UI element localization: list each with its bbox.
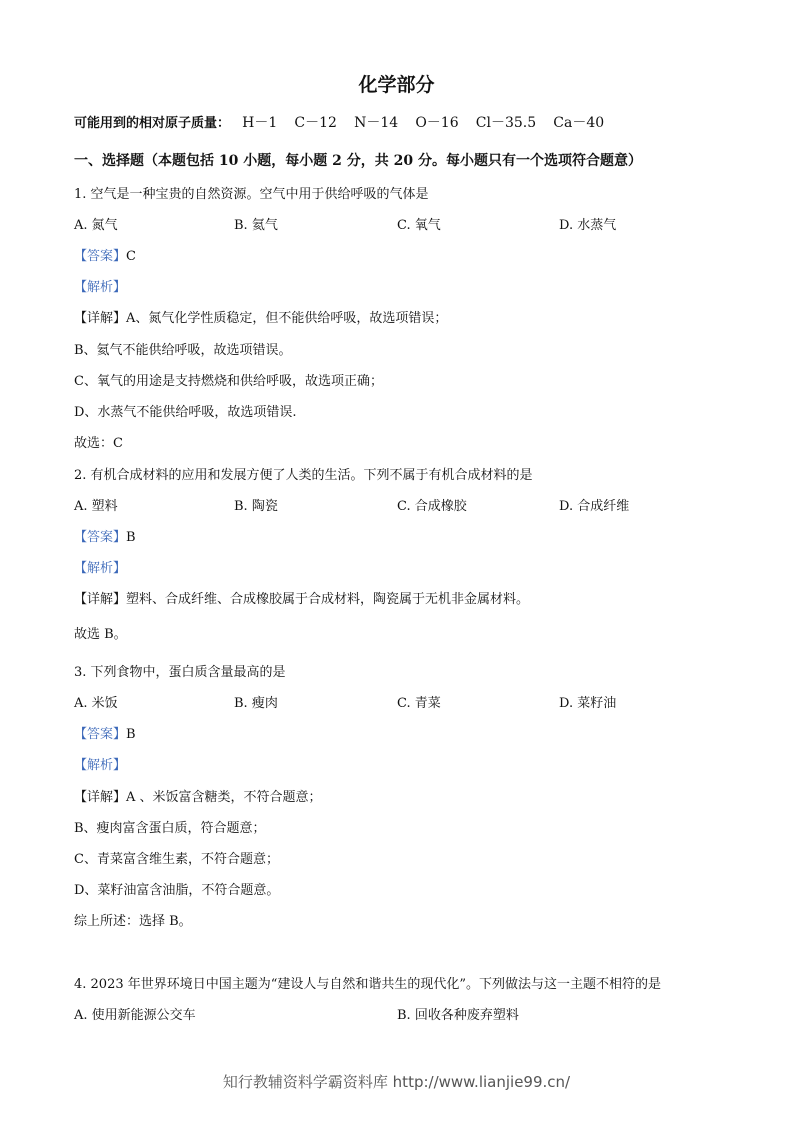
- question-stem: 2. 有机合成材料的应用和发展方便了人类的生活。下列不属于有机合成材料的是: [74, 468, 533, 483]
- analysis-tag: 【解析】: [74, 561, 127, 576]
- answer-tag: 【答案】: [74, 727, 127, 742]
- detail-line: D、水蒸气不能供给呼吸，故选项错误.: [74, 405, 297, 420]
- answer-line: [74, 245, 136, 264]
- answer-tag: 【答案】: [74, 530, 127, 545]
- detail-text: A 、米饭富含糖类，不符合题意；: [126, 790, 322, 805]
- option-b: B. 瘦肉: [234, 696, 278, 711]
- answer-line: [74, 723, 136, 742]
- question-stem: 1. 空气是一种宝贵的自然资源。空气中用于供给呼吸的气体是: [74, 187, 429, 202]
- answer-value: C: [126, 249, 136, 264]
- section-header: 一、选择题（本题包括 10 小题，每小题 2 分，共 20 分。每小题只有一个选项符合题意）: [74, 153, 642, 169]
- option-a: A. 米饭: [74, 696, 118, 711]
- analysis-tag: 【解析】: [74, 758, 127, 773]
- answer-value: B: [126, 727, 136, 742]
- detail-tag: 【详解】: [74, 592, 127, 607]
- page-title: 化学部分: [358, 74, 435, 96]
- option-c: C. 合成橡胶: [397, 499, 467, 514]
- detail-line: [74, 786, 322, 805]
- atomic-mass-item: Ca－40: [553, 115, 605, 131]
- option-b: B. 回收各种废弃塑料: [397, 1008, 519, 1023]
- detail-line: B、瘦肉富含蛋白质，符合题意；: [74, 821, 266, 836]
- atomic-mass-item: H－1: [242, 115, 278, 131]
- atomic-mass-item: C－12: [294, 115, 337, 131]
- footer-watermark: 知行教辅资料学霸资料库 http://www.lianjie99.cn/: [222, 1073, 571, 1091]
- detail-text: 塑料、合成纤维、合成橡胶属于合成材料，陶瓷属于无机非金属材料。: [126, 592, 530, 607]
- detail-line: [74, 307, 447, 326]
- option-b: B. 氦气: [234, 218, 278, 233]
- detail-line: B、氦气不能供给呼吸，故选项错误。: [74, 343, 292, 358]
- detail-line: C、青菜富含维生素，不符合题意；: [74, 852, 279, 867]
- atomic-masses-label: 可能用到的相对原子质量：: [74, 116, 231, 131]
- atomic-masses: [74, 112, 617, 132]
- detail-line: C、氧气的用途是支持燃烧和供给呼吸，故选项正确；: [74, 374, 383, 389]
- answer-tag: 【答案】: [74, 249, 127, 264]
- question-stem: 4. 2023 年世界环境日中国主题为“建设人与自然和谐共生的现代化”。下列做法与这一主题不相符的是: [74, 977, 662, 992]
- option-d: D. 菜籽油: [559, 696, 617, 711]
- option-a: A. 塑料: [74, 499, 118, 514]
- option-c: C. 氧气: [397, 218, 441, 233]
- detail-line: 综上所述：选择 B。: [74, 914, 192, 929]
- option-a: A. 氮气: [74, 218, 118, 233]
- question-stem: 3. 下列食物中，蛋白质含量最高的是: [74, 665, 286, 680]
- option-d: D. 水蒸气: [559, 218, 617, 233]
- answer-value: B: [126, 530, 136, 545]
- atomic-mass-item: N－14: [354, 115, 399, 131]
- detail-line: D、菜籽油富含油脂，不符合题意。: [74, 883, 280, 898]
- detail-line: [74, 588, 529, 607]
- detail-tag: 【详解】: [74, 311, 127, 326]
- detail-line: 故选：C: [74, 436, 123, 451]
- detail-tag: 【详解】: [74, 790, 127, 805]
- detail-line: 故选 B。: [74, 627, 127, 642]
- atomic-mass-item: Cl－35.5: [475, 115, 537, 131]
- option-b: B. 陶瓷: [234, 499, 278, 514]
- analysis-tag: 【解析】: [74, 280, 127, 295]
- option-d: D. 合成纤维: [559, 499, 630, 514]
- atomic-mass-item: O－16: [415, 115, 459, 131]
- detail-text: A、氮气化学性质稳定，但不能供给呼吸，故选项错误；: [126, 311, 448, 326]
- option-c: C. 青菜: [397, 696, 441, 711]
- option-a: A. 使用新能源公交车: [74, 1008, 196, 1023]
- answer-line: [74, 526, 136, 545]
